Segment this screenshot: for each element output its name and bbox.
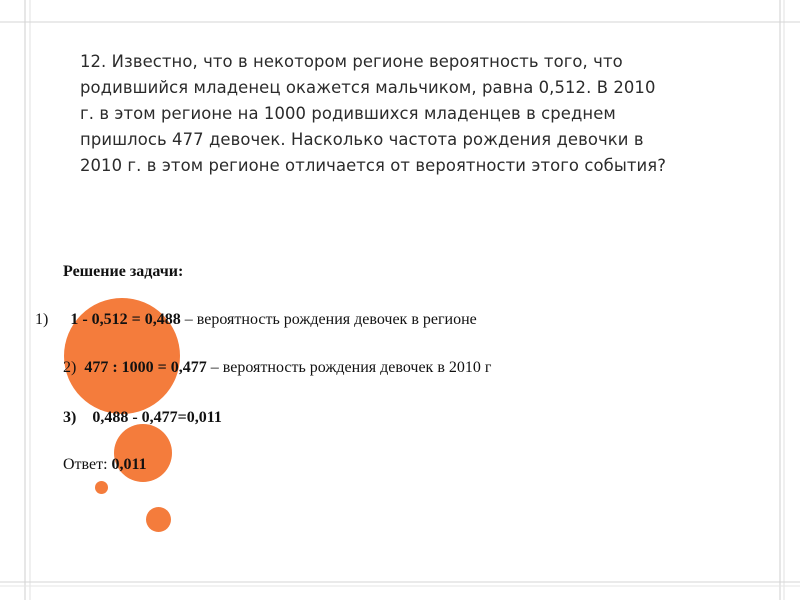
- answer-value: 0,011: [111, 456, 147, 473]
- step-marker: 3): [63, 409, 77, 426]
- step-text: – вероятность рождения девочек в регионе: [180, 311, 477, 328]
- answer-line: [63, 456, 147, 474]
- step-formula: 0,488 - 0,477=0,011: [92, 409, 222, 426]
- step-formula: 477 : 1000 = 0,477: [84, 359, 207, 376]
- solution-step-1: [35, 311, 477, 329]
- problem-line: 2010 г. в этом регионе отличается от вероятности этого события?: [80, 156, 667, 175]
- solution-step-3: [63, 409, 222, 427]
- step-formula: 1 - 0,512 = 0,488: [70, 311, 181, 328]
- step-marker: 1): [35, 311, 49, 328]
- step-marker: 2): [63, 359, 77, 376]
- problem-line: г. в этом регионе на 1000 родившихся младенцев в среднем: [80, 104, 616, 123]
- solution-step-2: [63, 359, 491, 377]
- problem-line: 12. Известно, что в некотором регионе вероятность того, что: [80, 52, 623, 71]
- solution-title: Решение задачи:: [63, 263, 184, 280]
- answer-label: Ответ:: [63, 456, 112, 473]
- problem-line: родившийся младенец окажется мальчиком, равна 0,512. В 2010: [80, 78, 656, 97]
- step-text: – вероятность рождения девочек в 2010 г: [206, 359, 492, 376]
- problem-line: пришлось 477 девочек. Насколько частота рождения девочки в: [80, 130, 644, 149]
